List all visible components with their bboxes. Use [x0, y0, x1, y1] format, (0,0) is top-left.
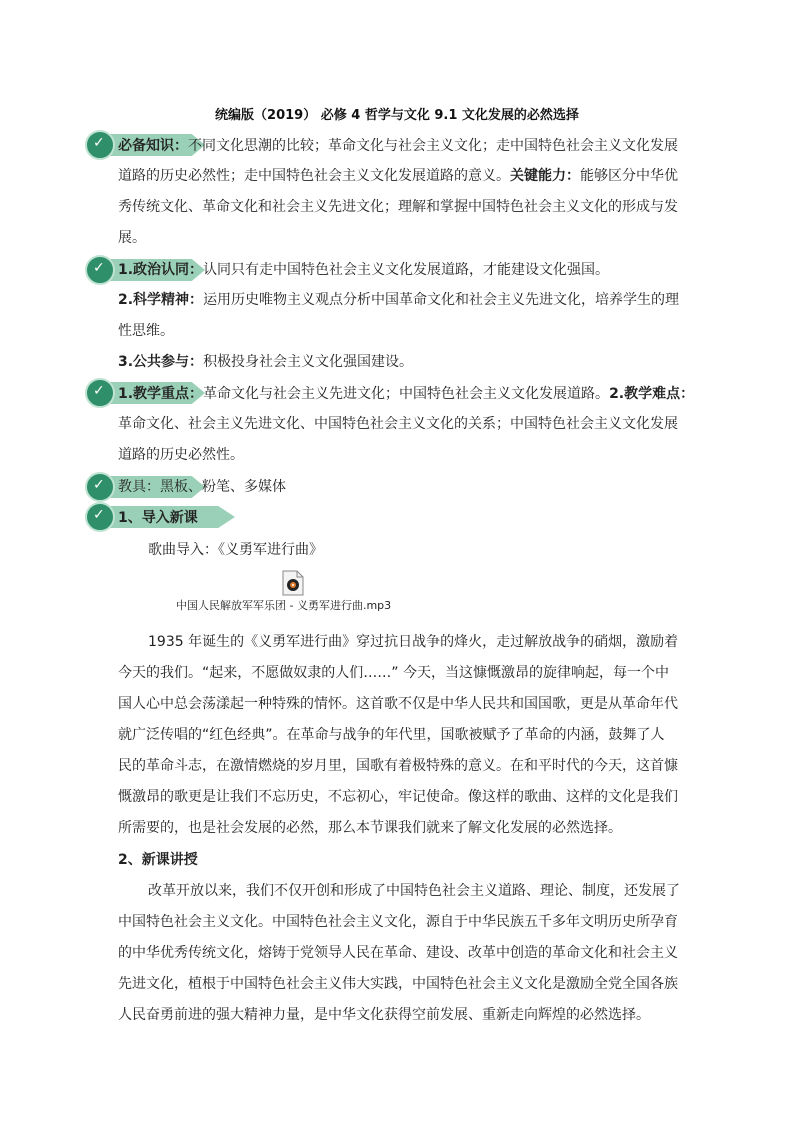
objectives-line-2: 道路的历史必然性；走中国特色社会主义文化发展道路的意义。关键能力：能够区分中华优 [118, 168, 678, 184]
objectives-line-4: 展。 [118, 230, 146, 246]
literacy-line-1: 1.政治认同：认同只有走中国特色社会主义文化发展道路，才能建设文化强国。 [118, 262, 610, 278]
literacy-line-2: 2.科学精神：运用历史唯物主义观点分析中国革命文化和社会主义先进文化，培养学生的理 [118, 292, 680, 308]
tools-line: 教具：黑板、粉笔、多媒体 [118, 479, 286, 495]
audio-file-label[interactable]: 中国人民解放军军乐团 - 义勇军进行曲.mp3 [176, 599, 392, 612]
newlesson-para-line: 中国特色社会主义文化。中国特色社会主义文化，源自于中华民族五千多年文明历史所孕育 [118, 914, 678, 930]
song-intro-line: 歌曲导入：《义勇军进行曲》 [148, 542, 323, 558]
intro-para-line: 所需要的，也是社会发展的必然，那么本节课我们就来了解文化发展的必然选择。 [118, 820, 622, 836]
intro-para-line: 1935 年诞生的《义勇军进行曲》穿过抗日战争的烽火，走过解放战争的硝烟，激励着 [148, 634, 679, 650]
page-title: 统编版（2019） 必修 4 哲学与文化 9.1 文化发展的必然选择 [215, 108, 579, 123]
intro-heading: 1、导入新课 [118, 510, 198, 526]
literacy-line-3: 性思维。 [118, 323, 174, 339]
intro-para-line: 今天的我们。“起来，不愿做奴隶的人们……” 今天，当这慷慨激昂的旋律响起，每一个中 [118, 665, 669, 681]
check-circle-icon: ✓ [85, 130, 115, 160]
check-circle-icon: ✓ [85, 502, 115, 532]
intro-para-line: 民的革命斗志，在激情燃烧的岁月里，国歌有着极特殊的意义。在和平时代的今天，这首慷 [118, 758, 678, 774]
literacy-line-4: 3.公共参与：积极投身社会主义文化强国建设。 [118, 354, 414, 370]
audio-file-icon[interactable] [282, 570, 304, 596]
intro-para-line: 就广泛传唱的“红色经典”。在革命与战争的年代里，国歌被赋予了革命的内涵，鼓舞了人 [118, 727, 665, 743]
newlesson-heading: 2、新课讲授 [118, 852, 198, 868]
keypoints-line-3: 道路的历史必然性。 [118, 447, 244, 463]
newlesson-para-line: 人民奋勇前进的强大精神力量，是中华文化获得空前发展、重新走向辉煌的必然选择。 [118, 1007, 650, 1023]
objectives-line-1: 必备知识：不同文化思潮的比较；革命文化与社会主义文化；走中国特色社会主义文化发展 [118, 138, 678, 154]
check-circle-icon: ✓ [85, 378, 115, 408]
keypoints-line-2: 革命文化、社会主义先进文化、中国特色社会主义文化的关系；中国特色社会主义文化发展 [118, 416, 678, 432]
newlesson-para-line: 的中华优秀传统文化，熔铸于党领导人民在革命、建设、改革中创造的革命文化和社会主义 [118, 945, 678, 961]
intro-para-line: 慨激昂的歌更是让我们不忘历史，不忘初心，牢记使命。像这样的歌曲、这样的文化是我们 [118, 789, 678, 805]
intro-para-line: 国人心中总会荡漾起一种特殊的情怀。这首歌不仅是中华人民共和国国歌，更是从革命年代 [118, 696, 678, 712]
objectives-line-3: 秀传统文化、革命文化和社会主义先进文化；理解和掌握中国特色社会主义文化的形成与发 [118, 199, 678, 215]
newlesson-para-line: 改革开放以来，我们不仅开创和形成了中国特色社会主义道路、理论、制度，还发展了 [148, 883, 680, 899]
newlesson-para-line: 先进文化，植根于中国特色社会主义伟大实践，中国特色社会主义文化是激励全党全国各族 [118, 976, 678, 992]
check-circle-icon: ✓ [85, 472, 115, 502]
keypoints-line-1: 1.教学重点：革命文化与社会主义先进文化；中国特色社会主义文化发展道路。2.教学难点： [118, 386, 695, 402]
check-circle-icon: ✓ [85, 255, 115, 285]
